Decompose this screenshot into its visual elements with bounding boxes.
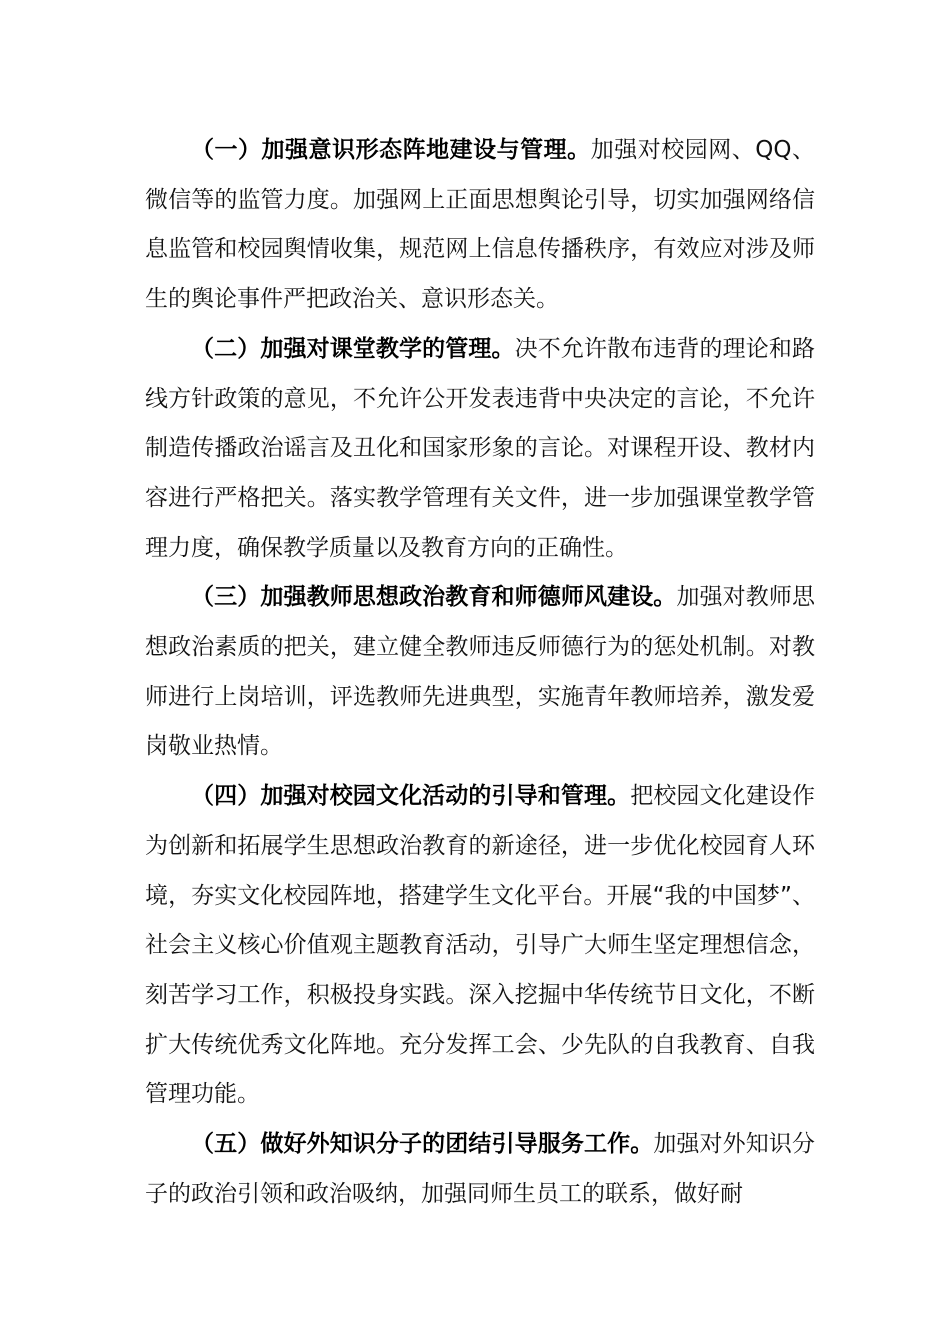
paragraph-heading: （二）加强对课堂教学的管理。 xyxy=(191,335,515,362)
paragraph-2 xyxy=(145,325,815,574)
paragraph-1 xyxy=(145,126,815,325)
paragraph-text: 加强对教师思想政治素质的把关，建立健全教师违反师德行为的惩处机制。对教师进行上岗培训，评选教师先进典型，实施青年教师培养，激发爱岗敬业热情。 xyxy=(145,584,816,760)
paragraph-5 xyxy=(145,1120,815,1219)
document-body xyxy=(145,126,815,1219)
paragraph-heading: （一）加强意识形态阵地建设与管理。 xyxy=(191,137,591,163)
paragraph-heading: （三）加强教师思想政治教育和师德师风建设。 xyxy=(191,584,677,611)
paragraph-3 xyxy=(145,573,815,772)
paragraph-heading: （五）做好外知识分子的团结引导服务工作。 xyxy=(191,1131,654,1158)
paragraph-heading: （四）加强对校园文化活动的引导和管理。 xyxy=(191,783,631,810)
paragraph-text: 决不允许散布违背的理论和路线方针政策的意见，不允许公开发表违背中央决定的言论，不允许制造传播政治谣言及丑化和国家形象的言论。对课程开设、教材内容进行严格把关。落实教学管理有关文件，进一步加强课堂教学管理力度，确保教学质量以及教育方向的正确性。 xyxy=(145,335,816,561)
paragraph-text: 加强对外知识分子的政治引领和政治吸纳，加强同师生员工的联系，做好耐 xyxy=(145,1131,816,1207)
paragraph-text: 把校园文化建设作为创新和拓展学生思想政治教育的新途径，进一步优化校园育人环境，夯实文化校园阵地，搭建学生文化平台。开展“我的中国梦”、社会主义核心价值观主题教育活动，引导广大师生坚定理想信念，刻苦学习工作，积极投身实践。深入挖掘中华传统节日文化，不断扩大传统优秀文化阵地。充分发挥工会、少先队的自我教育、自我管理功能。 xyxy=(145,783,816,1108)
paragraph-text: 加强对校园网、QQ、微信等的监管力度。加强网上正面思想舆论引导，切实加强网络信息监管和校园舆情收集，规范网上信息传播秩序，有效应对涉及师生的舆论事件严把政治关、意识形态关。 xyxy=(145,137,816,313)
paragraph-4 xyxy=(145,772,815,1120)
